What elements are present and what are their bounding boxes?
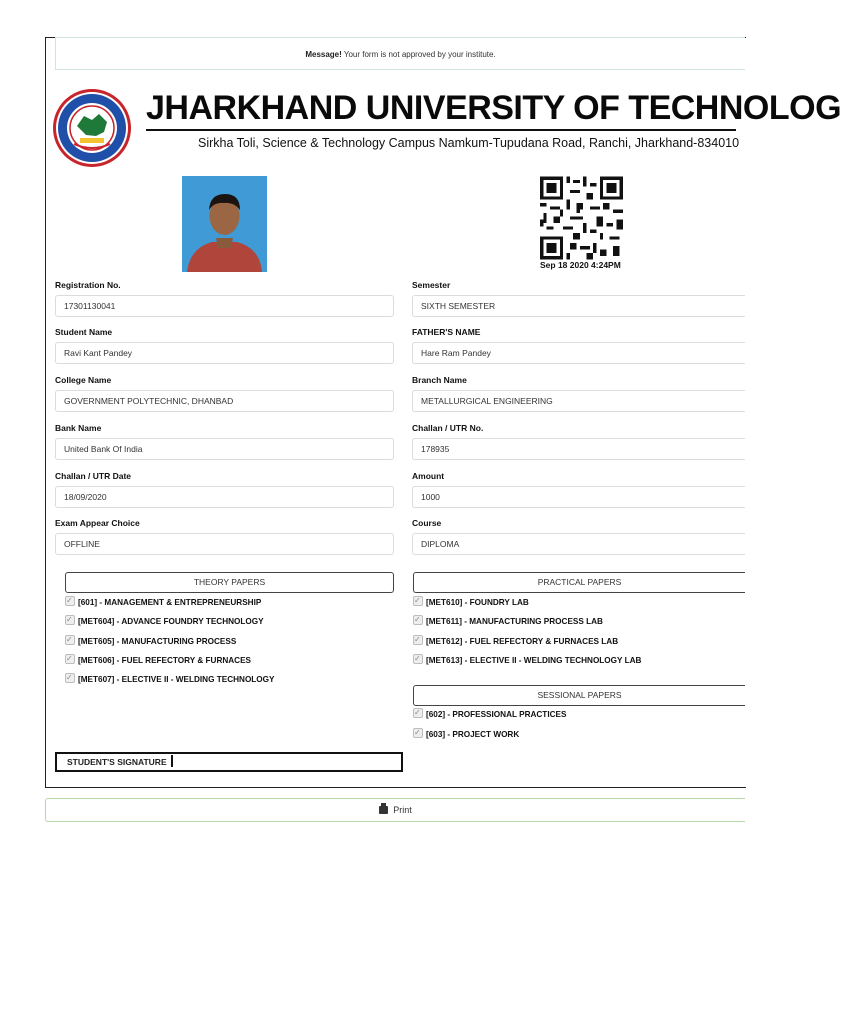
checkbox-icon[interactable] xyxy=(65,615,75,625)
student-name-field[interactable]: Ravi Kant Pandey xyxy=(55,342,394,364)
checkbox-icon[interactable] xyxy=(65,635,75,645)
registration-no-field[interactable]: 17301130041 xyxy=(55,295,394,317)
theory-paper-label: [601] - MANAGEMENT & ENTREPRENEURSHIP xyxy=(78,598,262,607)
course-label: Course xyxy=(412,518,442,528)
practical-papers-heading: PRACTICAL PAPERS xyxy=(413,572,745,593)
sessional-paper-label: [602] - PROFESSIONAL PRACTICES xyxy=(426,710,567,719)
practical-paper-label: [MET610] - FOUNDRY LAB xyxy=(426,598,529,607)
theory-paper-item[interactable] xyxy=(65,596,261,610)
sessional-paper-item[interactable] xyxy=(413,708,566,722)
sessional-paper-label: [603] - PROJECT WORK xyxy=(426,730,520,739)
student-name-label: Student Name xyxy=(55,327,113,337)
title-underline xyxy=(146,129,736,131)
qr-code xyxy=(540,176,623,260)
checkbox-icon[interactable] xyxy=(413,596,423,606)
semester-field[interactable]: SIXTH SEMESTER xyxy=(412,295,745,317)
challan-date-label: Challan / UTR Date xyxy=(55,471,132,481)
alert-text: Your form is not approved by your institute. xyxy=(341,50,496,59)
checkbox-icon[interactable] xyxy=(65,654,75,664)
qr-timestamp: Sep 18 2020 4:24PM xyxy=(540,260,621,270)
registration-no-label: Registration No. xyxy=(55,280,121,290)
theory-paper-label: [MET606] - FUEL REFECTORY & FURNACES xyxy=(78,656,252,665)
theory-paper-label: [MET604] - ADVANCE FOUNDRY TECHNOLOGY xyxy=(78,617,264,626)
challan-date-field[interactable]: 18/09/2020 xyxy=(55,486,394,508)
theory-paper-item[interactable] xyxy=(65,654,251,668)
course-field[interactable]: DIPLOMA xyxy=(412,533,745,555)
practical-paper-item[interactable] xyxy=(413,596,529,610)
practical-paper-item[interactable] xyxy=(413,615,603,629)
bank-name-field[interactable]: United Bank Of India xyxy=(55,438,394,460)
exam-choice-label: Exam Appear Choice xyxy=(55,518,140,528)
challan-no-field[interactable]: 178935 xyxy=(412,438,745,460)
bank-name-label: Bank Name xyxy=(55,423,102,433)
branch-name-label: Branch Name xyxy=(412,375,467,385)
fathers-name-label: FATHER'S NAME xyxy=(412,327,481,337)
checkbox-icon[interactable] xyxy=(413,728,423,738)
theory-paper-item[interactable] xyxy=(65,615,264,629)
signature-label: STUDENT'S SIGNATURE xyxy=(67,757,167,767)
theory-paper-label: [MET605] - MANUFACTURING PROCESS xyxy=(78,637,237,646)
university-title: JHARKHAND UNIVERSITY OF TECHNOLOG xyxy=(146,89,841,127)
amount-field[interactable]: 1000 xyxy=(412,486,745,508)
challan-no-label: Challan / UTR No. xyxy=(412,423,484,433)
fathers-name-field[interactable]: Hare Ram Pandey xyxy=(412,342,745,364)
student-photo xyxy=(182,176,267,272)
alert-prefix: Message! xyxy=(305,50,342,59)
checkbox-icon[interactable] xyxy=(413,654,423,664)
checkbox-icon[interactable] xyxy=(413,635,423,645)
practical-paper-label: [MET612] - FUEL REFECTORY & FURNACES LAB xyxy=(426,637,619,646)
practical-paper-item[interactable] xyxy=(413,654,641,668)
amount-label: Amount xyxy=(412,471,445,481)
practical-paper-label: [MET611] - MANUFACTURING PROCESS LAB xyxy=(426,617,603,626)
checkbox-icon[interactable] xyxy=(413,615,423,625)
print-button[interactable] xyxy=(45,798,745,822)
university-address: Sirkha Toli, Science & Technology Campus Namkum-Tupudana Road, Ranchi, Jharkhand-834010 xyxy=(198,136,740,150)
theory-paper-label: [MET607] - ELECTIVE II - WELDING TECHNOLOGY xyxy=(78,675,275,684)
checkbox-icon[interactable] xyxy=(65,596,75,606)
theory-paper-item[interactable] xyxy=(65,635,236,649)
checkbox-icon[interactable] xyxy=(413,708,423,718)
theory-papers-heading: THEORY PAPERS xyxy=(65,572,394,593)
practical-paper-item[interactable] xyxy=(413,635,618,649)
print-icon xyxy=(379,806,388,814)
sessional-papers-heading: SESSIONAL PAPERS xyxy=(413,685,745,706)
checkbox-icon[interactable] xyxy=(65,673,75,683)
print-label: Print xyxy=(393,805,412,815)
exam-choice-field[interactable]: OFFLINE xyxy=(55,533,394,555)
theory-paper-item[interactable] xyxy=(65,673,275,687)
sessional-paper-item[interactable] xyxy=(413,728,519,742)
signature-box xyxy=(55,752,403,772)
branch-name-field[interactable]: METALLURGICAL ENGINEERING xyxy=(412,390,745,412)
semester-label: Semester xyxy=(412,280,451,290)
college-name-label: College Name xyxy=(55,375,112,385)
alert-message xyxy=(55,37,745,70)
signature-marker xyxy=(171,755,173,767)
university-logo xyxy=(52,86,132,170)
practical-paper-label: [MET613] - ELECTIVE II - WELDING TECHNOLOGY LAB xyxy=(426,656,642,665)
college-name-field[interactable]: GOVERNMENT POLYTECHNIC, DHANBAD xyxy=(55,390,394,412)
